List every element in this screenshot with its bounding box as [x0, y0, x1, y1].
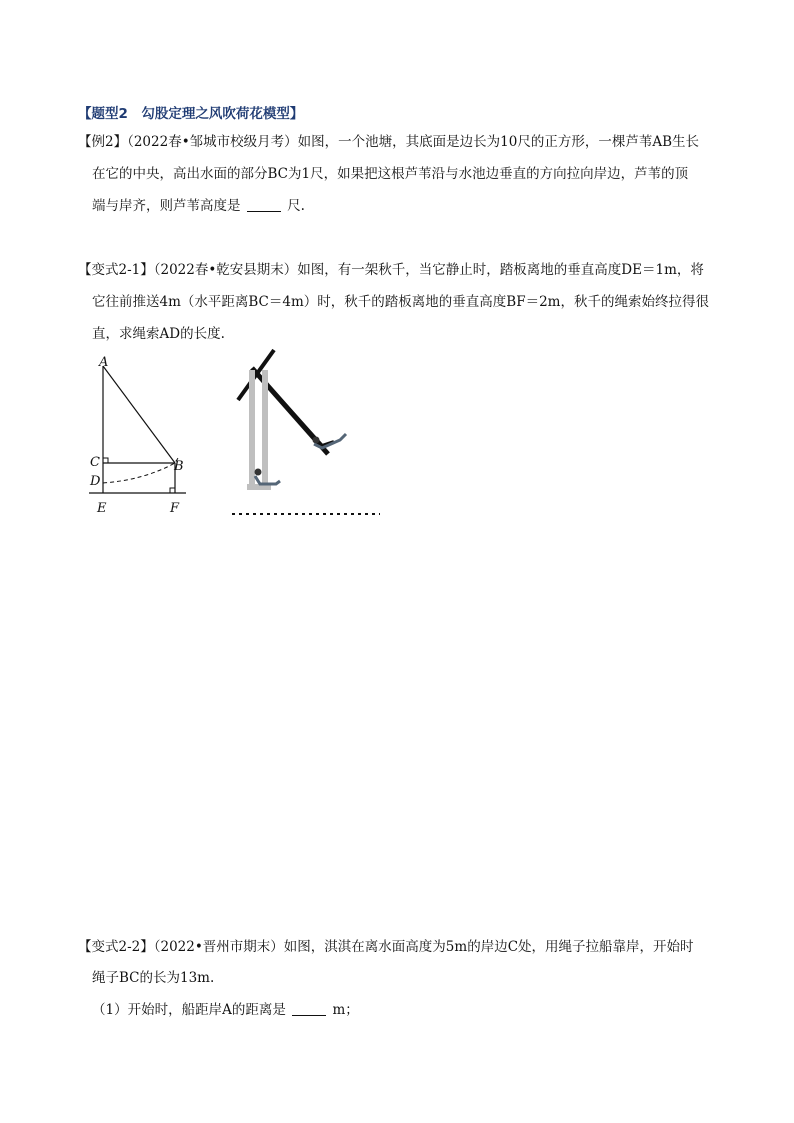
right-angle-c: [103, 458, 108, 463]
label-d: D: [90, 474, 101, 489]
label-f: F: [170, 501, 180, 516]
swing-rope-left: [249, 370, 255, 490]
section-title: 【题型2 勾股定理之风吹荷花模型】: [78, 106, 304, 122]
answer-blank[interactable]: [247, 197, 281, 212]
variant21-line2: 它往前推送4m（水平距离BC＝4m）时，秋千的踏板离地的垂直高度BF＝2m，秋千的绳索始终拉得很: [92, 294, 709, 310]
label-a: A: [99, 355, 109, 370]
variant22-q1-after: m；: [332, 1002, 359, 1018]
right-angle-f: [170, 488, 175, 493]
example2-line3-after: 尺.: [287, 198, 305, 214]
rope-ab: [103, 366, 175, 463]
example2-line3-before: 端与岸齐，则芦苇高度是: [92, 198, 241, 214]
swing-rope-right: [262, 370, 268, 490]
variant22-line1: 【变式2-2】（2022•晋州市期末）如图，淇淇在离水面高度为5m的岸边C处，用绳子拉船靠岸，开始时: [78, 939, 694, 955]
swing-illustration: [228, 344, 388, 522]
label-c: C: [90, 455, 100, 470]
variant22-q1: [92, 1000, 359, 1020]
child-at-rest-head: [255, 469, 262, 476]
example2-line3: [92, 196, 305, 216]
label-e: E: [97, 501, 107, 516]
variant21-line1: 【变式2-1】（2022春•乾安县期末）如图，有一架秋千，当它静止时，踏板离地的垂直高度DE＝1m，将: [78, 262, 704, 278]
example2-line2: 在它的中央，高出水面的部分BC为1尺，如果把这根芦苇沿与水池边垂直的方向拉向岸边，芦苇的顶: [92, 166, 689, 182]
child-swinging-head: [313, 437, 320, 444]
example2-line1: 【例2】（2022春•邹城市校级月考）如图，一个池塘，其底面是边长为10尺的正方形，一棵芦苇AB生长: [78, 134, 700, 150]
swing-arc: [103, 458, 178, 483]
variant21-line3: 直，求绳索AD的长度.: [92, 326, 225, 342]
swing-geometry-diagram: [84, 352, 204, 522]
answer-blank-q1[interactable]: [292, 1001, 326, 1016]
variant22-line2: 绳子BC的长为13m.: [92, 970, 215, 986]
variant22-q1-before: （1）开始时，船距岸A的距离是: [92, 1002, 286, 1018]
label-b: B: [174, 459, 184, 474]
